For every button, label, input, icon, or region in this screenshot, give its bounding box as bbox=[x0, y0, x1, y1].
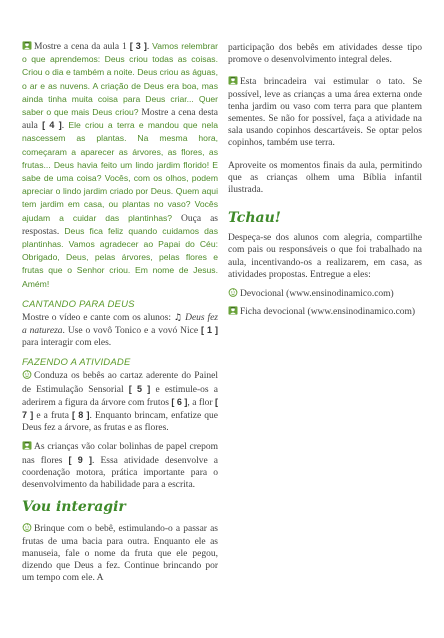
intro-text-b: . bbox=[146, 42, 153, 52]
crepom-text-b: . Essa atividade desenvolve a coordenação motora, prática importante para o desenvolvimento da habilidade para a escrita. bbox=[22, 455, 218, 491]
song-text-b: . Use o vovô Tonico e a vovó Nice bbox=[62, 326, 201, 337]
teacher-icon bbox=[22, 41, 32, 50]
ref-4: [ 4 ] bbox=[42, 120, 62, 131]
activity-text-d: e a fruta bbox=[33, 411, 73, 422]
intro-paragraph bbox=[22, 40, 218, 291]
heading-tchau: Tchau! bbox=[228, 210, 281, 227]
farewell-paragraph: Despeça-se dos alunos com alegria, compartilhe com pais ou responsáveis o que foi trabalhado na aula, incentivando-os a realizarem, em casa, as atividades propostas. Entregue a eles: bbox=[228, 233, 422, 280]
intro-text-e: Ouça as respostas. bbox=[22, 213, 218, 237]
teacher-icon bbox=[228, 76, 238, 85]
activity-text-b: e estimule-os a aderirem a figura da árvore com frutos bbox=[22, 384, 219, 408]
crepom-text-a: As crianças vão colar bolinhas de papel crepom nas flores bbox=[22, 442, 218, 466]
intro-text-a: Mostre a cena da aula 1 bbox=[34, 42, 127, 52]
song-text-c: para interagir com eles. bbox=[22, 338, 112, 349]
teacher-icon bbox=[228, 306, 238, 315]
baby-face-icon bbox=[22, 523, 32, 532]
music-note-icon: ♫ bbox=[173, 312, 183, 323]
intro-speech-2: Ele criou a terra e mandou que nela nascessem as plantas. Na mesma hora, começaram a aparecer as árvores, as flores, as frutas... Deus havia feito um lindo jardim florido! E sabe de uma coisa? Vocês, com os olhos, podem apreciar o lindo jardim criado por Deus. Quem aqui tem jardim em casa, ou plantas no vaso? Vocês ajudam a cuidar das plantinhas? bbox=[22, 120, 218, 223]
song-text-a: Mostre o vídeo e cante com os alunos: bbox=[22, 312, 174, 323]
heading-vou-interagir: Vou interagir bbox=[22, 499, 126, 516]
list-item-devocional bbox=[228, 288, 422, 300]
activity-paragraph bbox=[22, 370, 218, 434]
heading-fazendo: FAZENDO A ATIVIDADE bbox=[22, 357, 131, 369]
devocional-text: Devocional (www.ensinodinamico.com) bbox=[240, 289, 394, 300]
intro-text-c: Mostre a cena desta aula bbox=[22, 108, 218, 132]
crepom-paragraph bbox=[22, 441, 218, 491]
activity-text-c: , a flor bbox=[187, 397, 215, 408]
ref-9: [ 9 ] bbox=[68, 454, 92, 465]
activity-text-a: Conduza os bebês ao cartaz aderente do Painel de Estimulação Sensorial bbox=[22, 371, 218, 395]
ref-5: [ 5 ] bbox=[128, 383, 151, 394]
baby-face-icon bbox=[228, 288, 238, 297]
teacher-icon bbox=[22, 441, 32, 450]
interact-text: Brinque com o bebê, estimulando-o a passar as frutas de uma bacia para outra. Enquanto ele as manuseia, fale o nome da fruta que ele pegou, dizendo que Deus a fez. Continue brincando por um tempo com ele. A bbox=[22, 524, 218, 584]
ref-8: [ 8 ] bbox=[72, 410, 90, 421]
ref-6: [ 6 ] bbox=[171, 396, 188, 407]
list-item-ficha bbox=[228, 306, 422, 318]
touch-paragraph bbox=[228, 76, 422, 149]
activity-text-e: . Enquanto brincam, enfatize que Deus fez a árvore, as frutas e as flores. bbox=[22, 411, 218, 434]
ref-3: [ 3 ] bbox=[129, 41, 147, 51]
intro-text-d: . bbox=[61, 121, 69, 132]
interact-paragraph bbox=[22, 523, 218, 584]
bible-paragraph: Aproveite os momentos finais da aula, permitindo que as crianças olhem uma Bíblia infantil ilustrada. bbox=[228, 160, 422, 196]
intro-speech-3: Deus fica feliz quando cuidamos das plantinhas. Vamos agradecer ao Papai do Céu: Obrigado, Deus, pelas árvores, pelas flores e frutas que o Senhor criou. Em nome de Jesus. Amém! bbox=[22, 225, 219, 289]
song-title: Deus fez a natureza bbox=[22, 312, 218, 337]
right-column bbox=[228, 42, 422, 324]
heading-cantando: CANTANDO PARA DEUS bbox=[22, 298, 135, 310]
baby-face-icon bbox=[22, 370, 32, 379]
ref-7: [ 7 ] bbox=[22, 396, 218, 421]
ref-1: [ 1 ] bbox=[200, 325, 218, 336]
touch-text: Esta brincadeira vai estimular o tato. Se possível, leve as crianças a uma área externa onde tenha jardim ou vaso com terra para que plantem sementes. Se não for possível, faça a atividade na sala usando copinhos descartáveis. Se optar pelos copinhos, também use terra. bbox=[228, 77, 422, 149]
continuation-paragraph: participação dos bebês em atividades desse tipo promove o desenvolvimento integral deles. bbox=[228, 43, 422, 66]
ficha-text: Ficha devocional (www.ensinodinamico.com) bbox=[240, 307, 416, 318]
song-paragraph bbox=[22, 312, 218, 350]
intro-speech-1: Vamos relembrar o que aprendemos: Deus criou todas as coisas. Criou o dia e também a noite. Deus criou as águas, o ar e as nuvens. A criação de Deus era boa, mas ainda tinha muita coisa para Deus criar... Quer saber o que mais Deus criou? bbox=[22, 41, 218, 118]
left-column bbox=[22, 40, 218, 591]
